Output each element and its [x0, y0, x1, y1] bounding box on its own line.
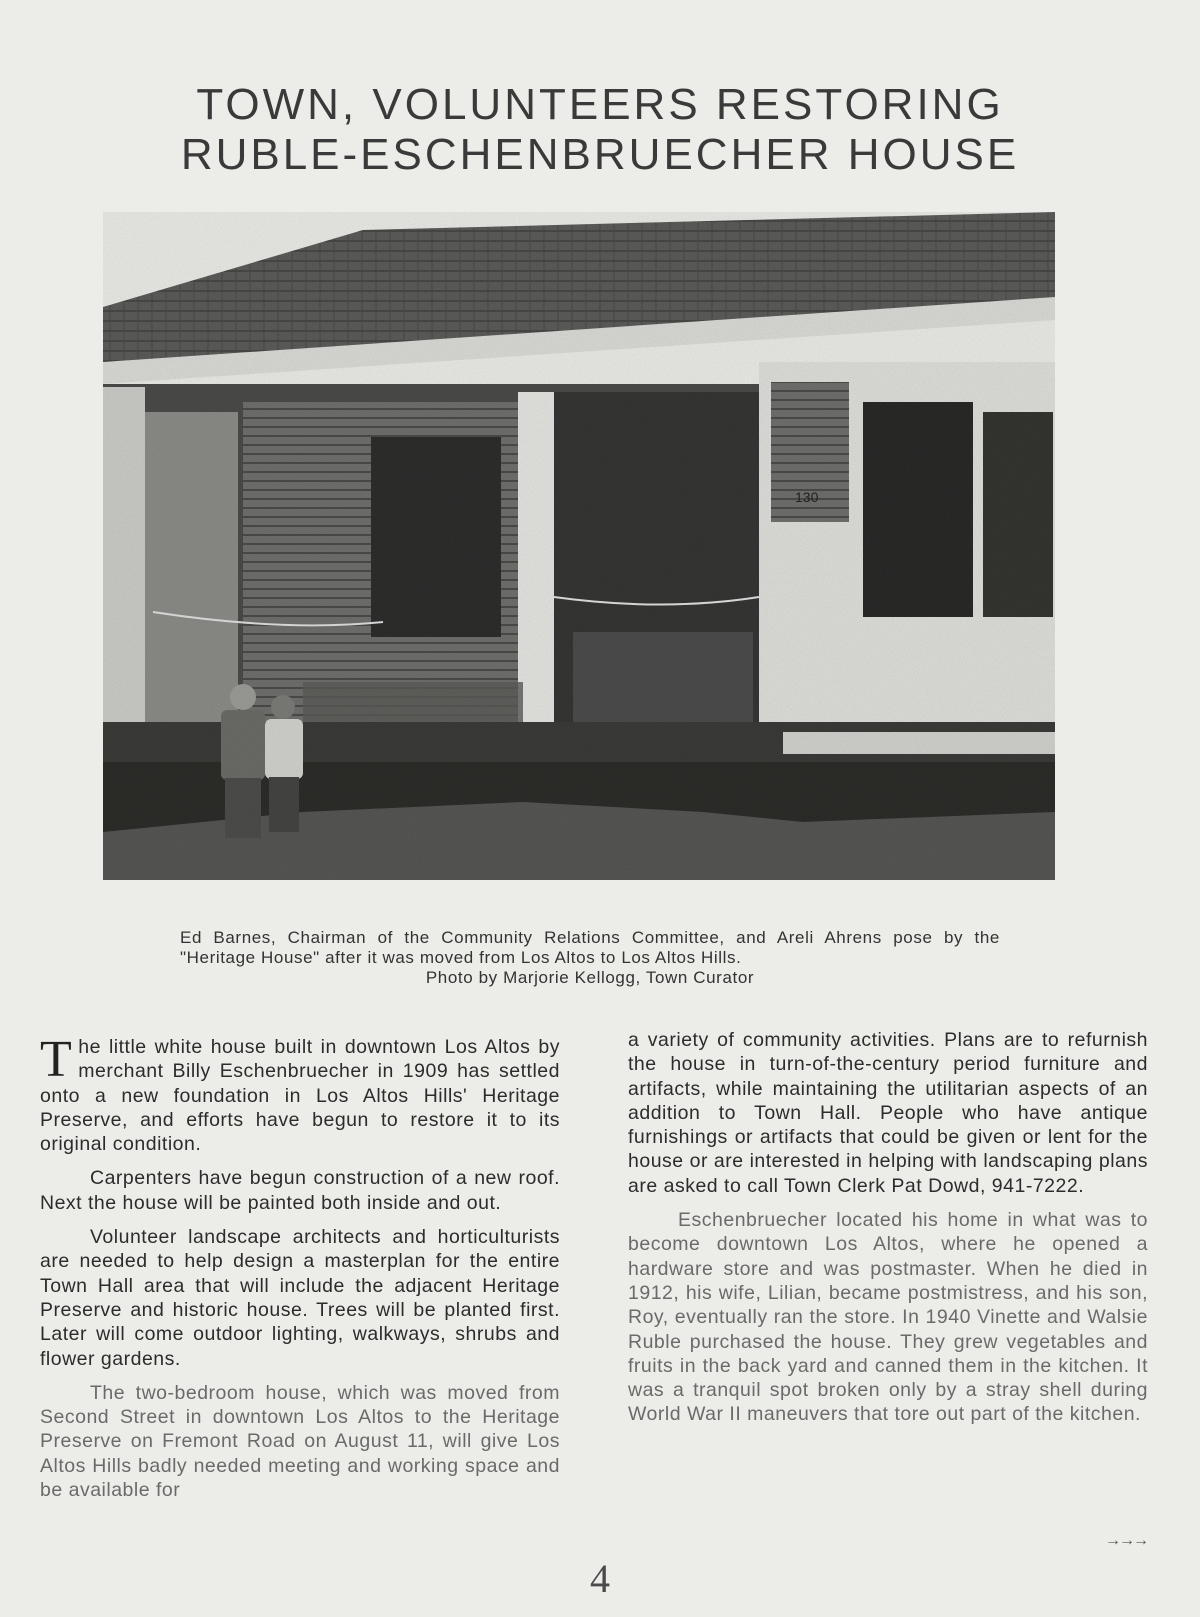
title-line-1: TOWN, VOLUNTEERS RESTORING: [196, 80, 1004, 129]
house-photo-drawing: [103, 212, 1055, 880]
paragraph-5: a variety of community activities. Plans are to refurnish the house in turn-of-the-century period furniture and artifacts, while maintaining the utilitarian aspects of an addition to Town Hall. People who have antique furnishings or artifacts that could be given or lent for the house or are interested in helping with landscaping plans are asked to call Town Clerk Pat Dowd, 941-7222.: [628, 1029, 1148, 1197]
paragraph-3: Volunteer landscape architects and horticulturists are needed to help design a masterplan for the entire Town Hall area that will include the adjacent Heritage Preserve and historic house. Trees will be planted first. Later will come outdoor lighting, walkways, shrubs and flower gardens.: [40, 1226, 560, 1370]
house-photo: [103, 212, 1055, 880]
page-number: 4: [590, 1556, 610, 1601]
caption-text: Ed Barnes, Chairman of the Community Relations Committee, and Areli Ahrens pose by the "Heritage House" after it was moved from Los Altos to Los Altos Hills.: [180, 928, 1000, 967]
left-column: [40, 1031, 560, 1512]
article-title: [0, 80, 1200, 180]
paragraph-6: Eschenbruecher located his home in what was to become downtown Los Altos, where he opened a hardware store and was postmaster. When he died in 1912, his wife, Lilian, became postmistress, and his son, Roy, eventually ran the store. In 1940 Vinette and Walsie Ruble purchased the house. They grew vegetables and fruits in the back yard and canned them in the kitchen. It was a tranquil spot broken only by a stray shell during World War II maneuvers that tore out part of the kitchen.: [628, 1209, 1148, 1426]
paragraph-2: Carpenters have begun construction of a new roof. Next the house will be painted both inside and out.: [40, 1167, 560, 1214]
drop-cap: T: [40, 1031, 73, 1088]
paragraph-1: [40, 1031, 560, 1156]
photo-caption: [180, 928, 1000, 988]
continued-arrow-icon: →→→: [1105, 1532, 1147, 1549]
paragraph-1-text: he little white house built in downtown Los Altos by merchant Billy Eschenbruecher in 1909 has settled onto a new foundation in Los Altos Hills' Heritage Preserve, and efforts have begun to restore it to its original condition.: [40, 1036, 560, 1156]
right-column: [628, 1028, 1148, 1437]
photo-credit: Photo by Marjorie Kellogg, Town Curator: [425, 968, 755, 987]
title-line-2: RUBLE-ESCHENBRUECHER HOUSE: [180, 130, 1020, 179]
paragraph-4: The two-bedroom house, which was moved from Second Street in downtown Los Altos to the Heritage Preserve on Fremont Road on August 11, will give Los Altos Hills badly needed meeting and working space and be available for: [40, 1381, 560, 1502]
house-number-text: 130: [795, 489, 819, 505]
